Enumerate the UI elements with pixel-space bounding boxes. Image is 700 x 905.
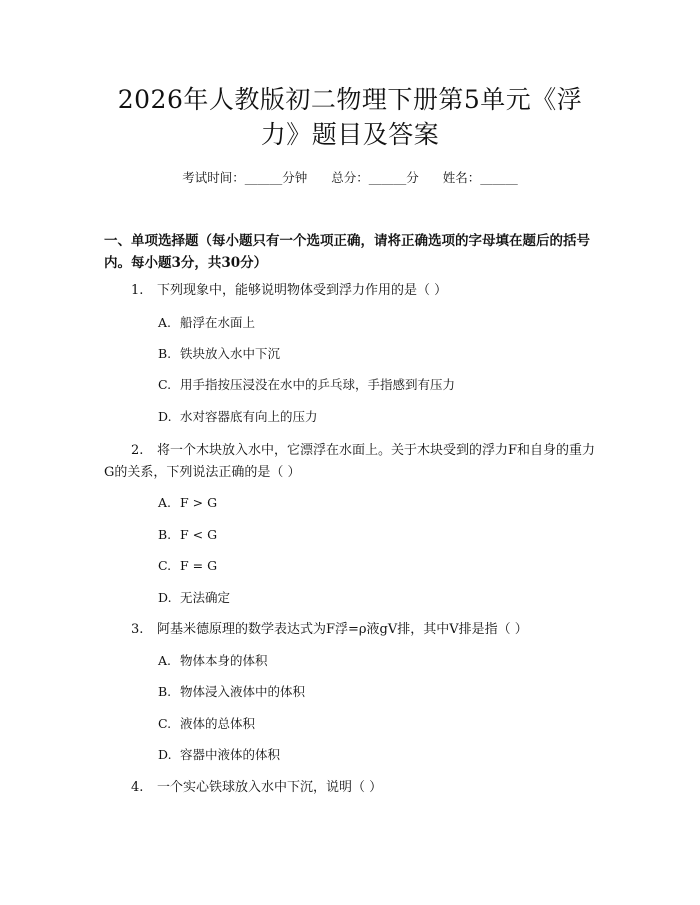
option-letter: C. [158, 558, 172, 573]
option-letter: B. [158, 527, 172, 542]
option-text: 船浮在水面上 [180, 315, 256, 330]
question-number: 1. [131, 283, 144, 298]
question-2-option-b [158, 526, 588, 544]
question-number: 3. [131, 622, 144, 637]
question-1-option-d [158, 408, 588, 426]
option-letter: A. [158, 315, 172, 330]
question-4 [104, 777, 596, 799]
option-letter: D. [158, 590, 172, 605]
option-text: 铁块放入水中下沉 [180, 346, 281, 361]
option-letter: A. [158, 495, 172, 510]
option-letter: A. [158, 653, 172, 668]
question-1-option-c [158, 376, 588, 394]
question-number: 2. [131, 443, 144, 458]
option-text: 物体本身的体积 [180, 653, 268, 668]
option-text: F < G [180, 527, 218, 542]
question-text: 下列现象中，能够说明物体受到浮力作用的是（ ） [157, 283, 448, 298]
question-2-option-a [158, 494, 588, 512]
option-letter: C. [158, 716, 172, 731]
option-text: 无法确定 [180, 590, 231, 605]
option-text: 水对容器底有向上的压力 [180, 409, 318, 424]
option-text: 液体的总体积 [180, 716, 256, 731]
option-letter: D. [158, 747, 172, 762]
question-number: 4. [131, 780, 144, 795]
question-3-option-d [158, 746, 588, 764]
option-text: 物体浸入液体中的体积 [180, 684, 306, 699]
question-3 [104, 619, 596, 641]
question-text: 阿基米德原理的数学表达式为F浮=ρ液gV排，其中V排是指（ ） [157, 622, 528, 637]
option-letter: B. [158, 346, 172, 361]
question-3-option-b [158, 683, 588, 701]
option-letter: C. [158, 377, 172, 392]
option-text: 容器中液体的体积 [180, 747, 281, 762]
option-letter: B. [158, 684, 172, 699]
question-1 [104, 280, 596, 302]
section-heading-single-choice: 一、单项选择题（每小题只有一个选项正确，请将正确选项的字母填在题后的括号内。每小题3分，共30分） [104, 233, 590, 271]
question-text: 将一个木块放入水中，它漂浮在水面上。关于木块受到的浮力F和自身的重力G的关系，下列说法正确的是（ ） [104, 443, 596, 480]
exam-name-field: 姓名：______ [442, 170, 518, 185]
exam-meta-line [0, 169, 700, 187]
question-3-option-a [158, 652, 588, 670]
question-text: 一个实心铁球放入水中下沉，说明（ ） [157, 780, 383, 795]
option-text: F > G [180, 495, 218, 510]
exam-score-field: 总分：______分 [331, 170, 419, 185]
question-1-option-a [158, 314, 588, 332]
page-title: 2026年人教版初二物理下册第5单元《浮力》题目及答案 [117, 85, 583, 149]
option-text: 用手指按压浸没在水中的乒乓球，手指感到有压力 [180, 377, 456, 392]
exam-time-field: 考试时间：______分钟 [182, 170, 308, 185]
question-2-option-c [158, 557, 588, 575]
question-2-option-d [158, 589, 588, 607]
question-3-option-c [158, 715, 588, 733]
question-2 [104, 440, 596, 484]
option-text: F = G [180, 558, 218, 573]
option-letter: D. [158, 409, 172, 424]
question-1-option-b [158, 345, 588, 363]
